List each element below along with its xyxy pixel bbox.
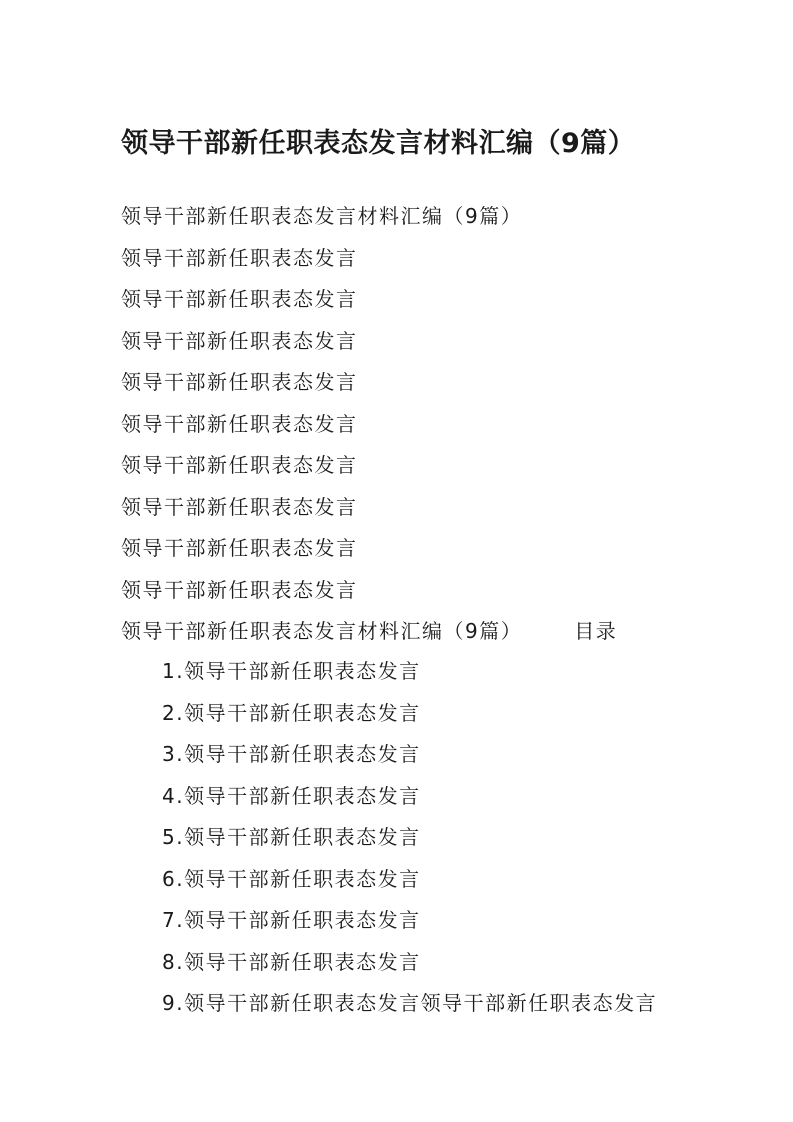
toc-label: 目录 [574, 619, 618, 643]
body-line: 领导干部新任职表态发言材料汇编（9篇） [121, 204, 523, 228]
toc-item: 9.领导干部新任职表态发言领导干部新任职表态发言 [162, 991, 658, 1015]
toc-item: 4.领导干部新任职表态发言 [162, 783, 421, 808]
body-line: 领导干部新任职表态发言 [121, 577, 358, 602]
body-lines [121, 196, 617, 653]
body-line: 领导干部新任职表态发言 [121, 328, 358, 353]
toc-item: 1.领导干部新任职表态发言 [162, 659, 421, 683]
body-line: 领导干部新任职表态发言 [121, 245, 358, 270]
toc-item: 6.领导干部新任职表态发言 [162, 866, 421, 891]
toc-item: 3.领导干部新任职表态发言 [162, 742, 421, 766]
body-line: 领导干部新任职表态发言 [121, 494, 358, 519]
table-of-contents [162, 651, 657, 1025]
toc-heading-prefix: 领导干部新任职表态发言材料汇编（9篇） [121, 619, 523, 643]
toc-item: 5.领导干部新任职表态发言 [162, 825, 421, 849]
document-title: 领导干部新任职表态发言材料汇编（9篇） [121, 128, 636, 159]
body-line: 领导干部新任职表态发言 [121, 287, 358, 311]
toc-heading-line [121, 611, 617, 653]
body-line: 领导干部新任职表态发言 [121, 370, 358, 394]
toc-item: 8.领导干部新任职表态发言 [162, 949, 421, 974]
body-line: 领导干部新任职表态发言 [121, 536, 358, 560]
body-line: 领导干部新任职表态发言 [121, 411, 358, 436]
toc-item: 2.领导干部新任职表态发言 [162, 700, 421, 725]
toc-item: 7.领导干部新任职表态发言 [162, 908, 421, 932]
body-line: 领导干部新任职表态发言 [121, 453, 358, 477]
